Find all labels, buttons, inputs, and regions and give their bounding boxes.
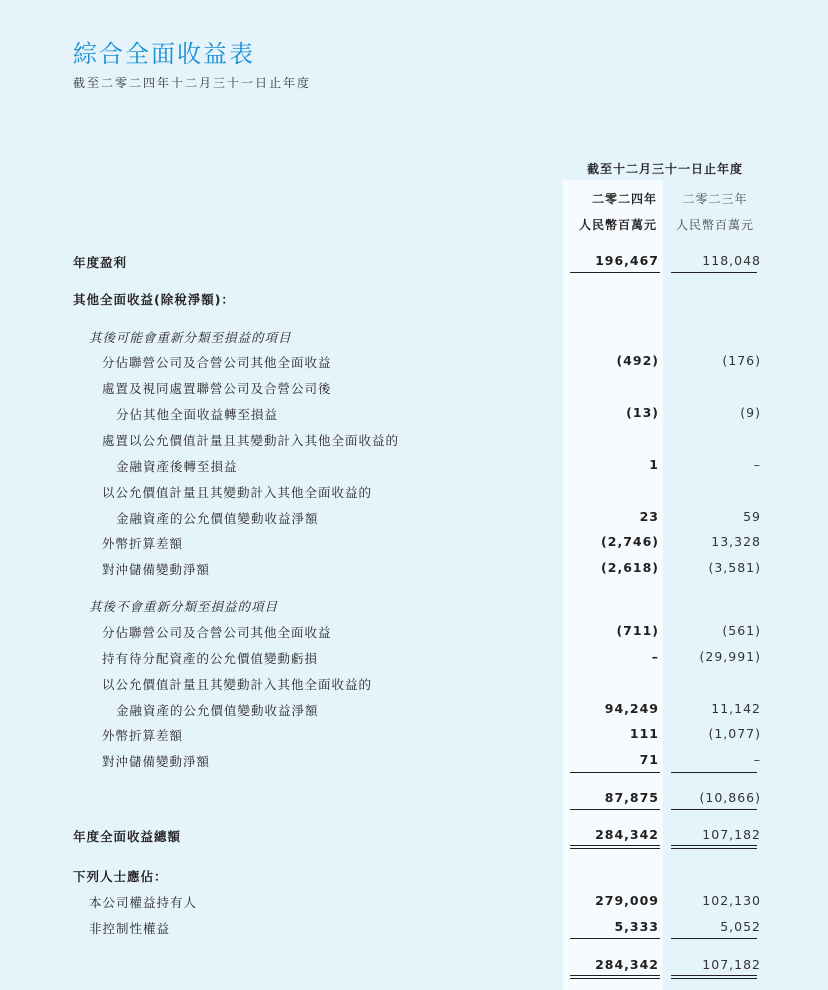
table-row: [0, 353, 828, 373]
column-header-2023-unit: 人民幣百萬元: [675, 218, 754, 232]
row-label: 分佔聯營公司及合營公司其他全面收益: [102, 355, 332, 370]
table-row: [0, 701, 828, 721]
table-row: [0, 893, 828, 913]
row-label: 以公允價值計量且其變動計入其他全面收益的: [102, 485, 373, 500]
table-row: [0, 726, 828, 746]
row-label: 本公司權益持有人: [89, 895, 198, 910]
period-header: 截至十二月三十一日止年度: [586, 162, 743, 176]
subtotal-row: [0, 790, 828, 810]
value-2024: 1: [649, 457, 659, 472]
subsection-heading: 其後不會重新分類至損益的項目: [89, 599, 279, 614]
row-label: 對沖儲備變動淨額: [102, 562, 211, 577]
row-label: 金融資產後轉至損益: [116, 459, 238, 474]
row-label: 金融資產的公允價值變動收益淨額: [116, 511, 319, 526]
value-2024: 284,342: [595, 827, 659, 842]
total-row: [0, 827, 828, 847]
value-2024: 279,009: [595, 893, 659, 908]
value-2023: –: [753, 752, 761, 767]
row-label: 金融資產的公允價值變動收益淨額: [116, 703, 319, 718]
table-row: [0, 597, 828, 617]
subsection-heading: 其後可能會重新分類至損益的項目: [89, 330, 292, 345]
underline-rule: [671, 938, 757, 939]
value-2023: (1,077): [708, 726, 761, 741]
value-2023: (10,866): [699, 790, 761, 805]
row-label: 處置及視同處置聯營公司及合營公司後: [102, 381, 332, 396]
value-2023: 13,328: [711, 534, 761, 549]
value-2023: 102,130: [702, 893, 761, 908]
table-row: [0, 752, 828, 772]
value-2023: (9): [740, 405, 761, 420]
value-2023: 59: [743, 509, 761, 524]
value-2024: 94,249: [604, 701, 659, 716]
underline-rule: [671, 272, 757, 273]
section-heading: 其他全面收益(除稅淨額)：: [73, 292, 235, 307]
value-2024: (711): [616, 623, 659, 638]
row-label: 以公允價值計量且其變動計入其他全面收益的: [102, 677, 373, 692]
row-label: 年度全面收益總額: [73, 829, 182, 844]
table-row: [0, 649, 828, 669]
table-row: [0, 328, 828, 348]
value-2024: –: [651, 649, 659, 664]
table-row: [0, 405, 828, 425]
page-subtitle: 截至二零二四年十二月三十一日止年度: [73, 76, 312, 90]
row-label: 對沖儲備變動淨額: [102, 754, 211, 769]
value-2023: (176): [722, 353, 761, 368]
underline-rule: [570, 772, 660, 773]
value-2024: (2,746): [601, 534, 659, 549]
value-2023: (561): [722, 623, 761, 638]
table-row: [0, 867, 828, 887]
value-2024: 71: [639, 752, 659, 767]
value-2024: (2,618): [601, 560, 659, 575]
section-heading: 下列人士應佔：: [73, 869, 168, 884]
underline-rule: [570, 272, 660, 273]
double-underline-rule: [570, 845, 660, 849]
table-row: [0, 675, 828, 695]
value-2023: –: [753, 457, 761, 472]
value-2023: 107,182: [702, 957, 761, 972]
value-2024: 87,875: [604, 790, 659, 805]
double-underline-rule: [671, 845, 757, 849]
table-row: [0, 623, 828, 643]
page-title: 綜合全面收益表: [73, 40, 255, 68]
row-label: 非控制性權益: [89, 921, 171, 936]
table-row: [0, 379, 828, 399]
table-row: [0, 483, 828, 503]
value-2024: 284,342: [595, 957, 659, 972]
value-2023: (29,991): [699, 649, 761, 664]
column-header-2024-unit: 人民幣百萬元: [578, 218, 657, 232]
double-underline-rule: [671, 975, 757, 979]
row-label: 外幣折算差額: [102, 536, 184, 551]
table-row: [0, 290, 828, 310]
double-underline-rule: [570, 975, 660, 979]
table-row: [0, 457, 828, 477]
value-2024: 111: [629, 726, 659, 741]
row-label: 持有待分配資產的公允價值變動虧損: [102, 651, 319, 666]
row-label: 分佔聯營公司及合營公司其他全面收益: [102, 625, 332, 640]
underline-rule: [671, 772, 757, 773]
value-2024: (13): [626, 405, 659, 420]
value-2023: (3,581): [708, 560, 761, 575]
row-label: 處置以公允價值計量且其變動計入其他全面收益的: [102, 433, 400, 448]
table-row: [0, 509, 828, 529]
row-label: 年度盈利: [73, 255, 128, 270]
underline-rule: [570, 938, 660, 939]
value-2024: 5,333: [614, 919, 659, 934]
table-row: [0, 560, 828, 580]
row-label: 分佔其他全面收益轉至損益: [116, 407, 279, 422]
table-row: [0, 431, 828, 451]
value-2023: 118,048: [702, 253, 761, 268]
row-label: 外幣折算差額: [102, 728, 184, 743]
value-2024: (492): [616, 353, 659, 368]
value-2023: 5,052: [720, 919, 761, 934]
underline-rule: [570, 809, 660, 810]
table-row: [0, 534, 828, 554]
value-2024: 196,467: [595, 253, 659, 268]
underline-rule: [671, 809, 757, 810]
total-row: [0, 957, 828, 977]
table-row: [0, 919, 828, 939]
column-header-2023-year: 二零二三年: [682, 192, 748, 206]
value-2023: 107,182: [702, 827, 761, 842]
column-header-2024-year: 二零二四年: [591, 192, 657, 206]
value-2023: 11,142: [711, 701, 761, 716]
table-row: [0, 253, 828, 273]
value-2024: 23: [639, 509, 659, 524]
